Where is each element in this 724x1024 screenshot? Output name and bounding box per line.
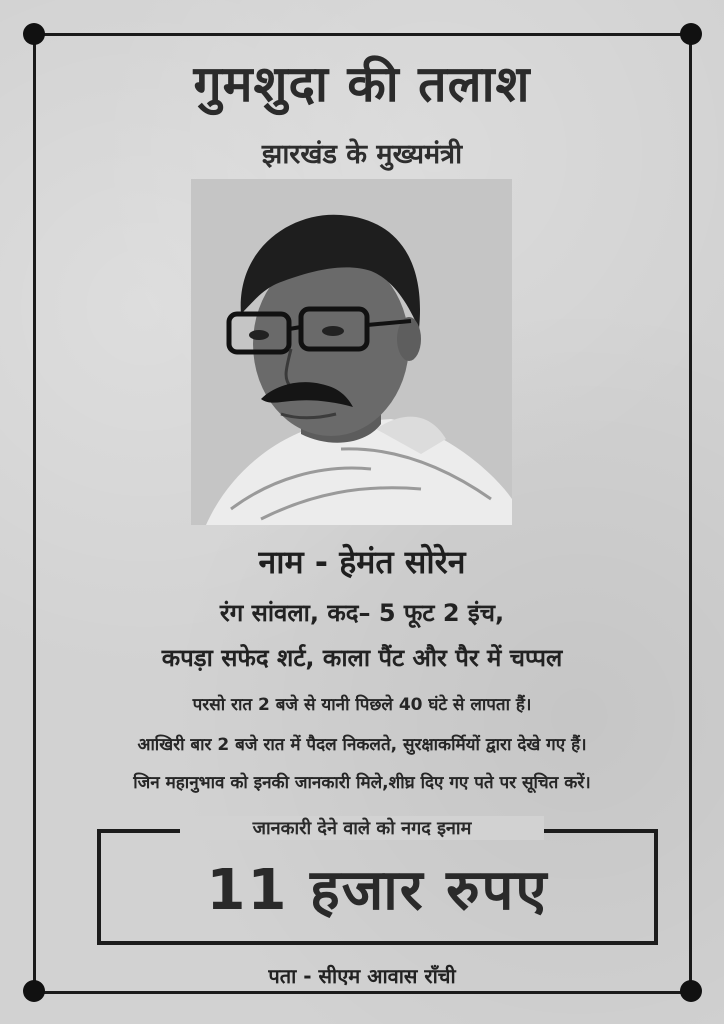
person-name: नाम - हेमंत सोरेन <box>258 543 466 581</box>
frame-corner-dot-top-right <box>680 23 702 45</box>
address-line: पता - सीएम आवास राँची <box>268 964 456 988</box>
info-line-1: परसो रात 2 बजे से यानी पिछले 40 घंटे से लापता हैं। <box>192 695 532 715</box>
reward-amount: 11 हजार रुपए <box>206 858 549 923</box>
frame-top-line <box>33 33 692 36</box>
frame-left-line <box>33 33 36 994</box>
info-line-2: आखिरी बार 2 बजे रात में पैदल निकलते, सुरक्षाकर्मियों द्वारा देखे गए हैं। <box>137 735 587 755</box>
frame-bottom-line <box>33 991 692 994</box>
person-photo <box>191 179 512 525</box>
frame-right-line <box>689 33 692 994</box>
poster-title: गुमशुदा की तलाश <box>193 55 531 113</box>
reward-label: जानकारी देने वाले को नगद इनाम <box>180 816 544 840</box>
description-line-1: रंग सांवला, कद– 5 फूट 2 इंच, <box>219 599 505 627</box>
poster-subtitle: झारखंड के मुख्यमंत्री <box>261 139 463 170</box>
description-line-2: कपड़ा सफेद शर्ट, काला पैंट और पैर में चप्पल <box>161 644 563 672</box>
frame-corner-dot-top-left <box>23 23 45 45</box>
info-line-3: जिन महानुभाव को इनकी जानकारी मिले,शीघ्र दिए गए पते पर सूचित करें। <box>133 773 591 793</box>
